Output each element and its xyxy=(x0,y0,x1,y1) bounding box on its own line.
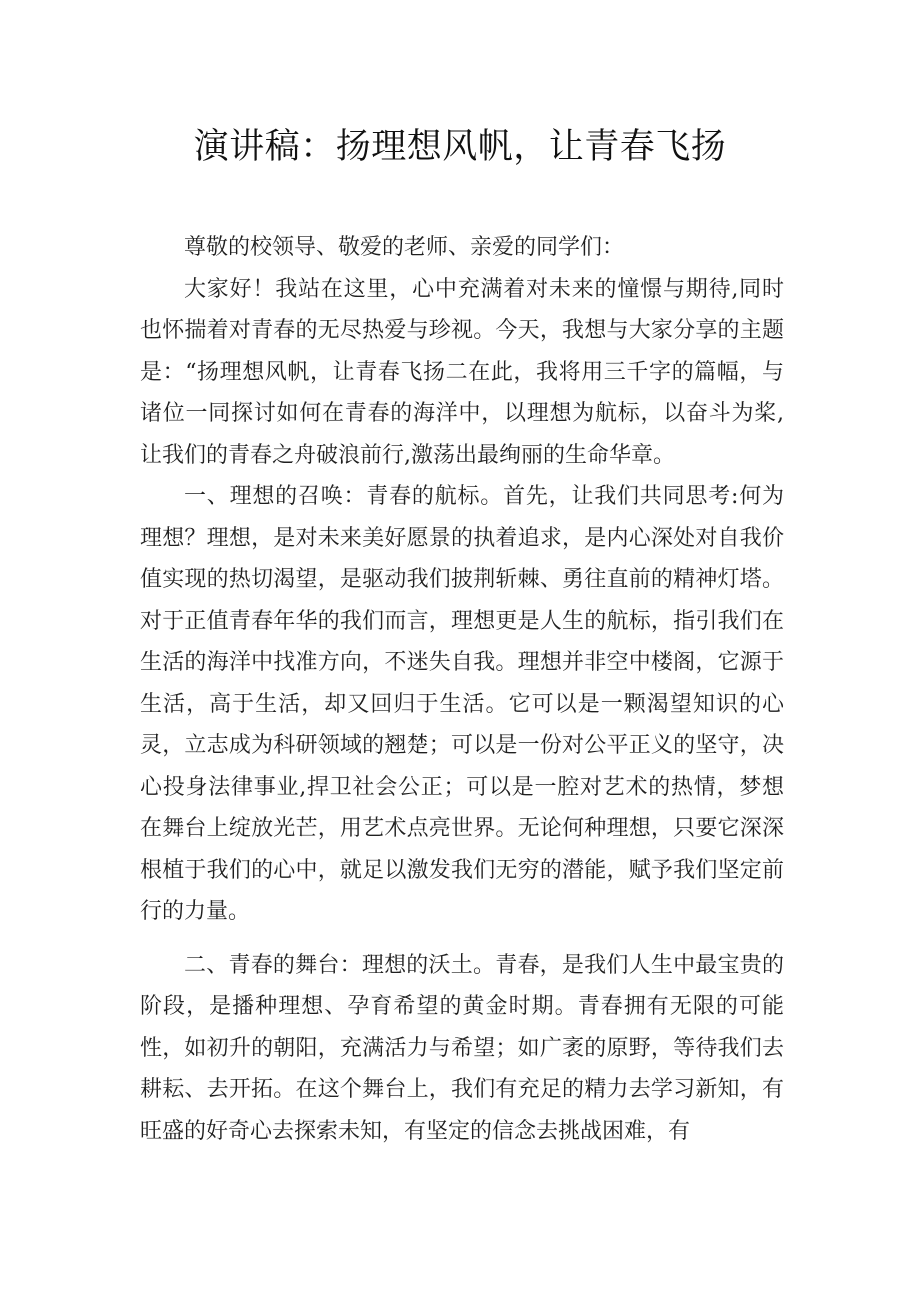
paragraph-section-two: 二、青春的舞台：理想的沃土。青春，是我们人生中最宝贵的阶段，是播种理想、孕育希望的黄金时期。青春拥有无限的可能性，如初升的朝阳，充满活力与希望；如广袤的原野，等待我们去耕耘、去开拓。在这个舞台上，我们有充足的精力去学习新知，有旺盛的好奇心去探索未知，有坚定的信念去挑战困难，有 xyxy=(140,952,784,1144)
paragraph-greeting: 大家好！我站在这里，心中充满着对未来的憧憬与期待,同时也怀揣着对青春的无尽热爱与珍视。今天，我想与大家分享的主题是：“扬理想风帆，让青春飞扬二在此，我将用三千字的篇幅，与诸位一同探讨如何在青春的海洋中，以理想为航标，以奋斗为桨,让我们的青春之舟破浪前行,激荡出最绚丽的生命华章。 xyxy=(140,276,784,468)
paragraph-salutation: 尊敬的校领导、敬爱的老师、亲爱的同学们： xyxy=(184,235,625,260)
document-title: 演讲稿：扬理想风帆，让青春飞扬 xyxy=(193,127,727,167)
document-body xyxy=(140,227,784,1152)
paragraph-section-one: 一、理想的召唤：青春的航标。首先，让我们共同思考:何为理想？理想，是对未来美好愿景的执着追求，是内心深处对自我价值实现的热切渴望，是驱动我们披荆斩棘、勇往直前的精神灯塔。对于正值青春年华的我们而言，理想更是人生的航标，指引我们在生活的海洋中找准方向，不迷失自我。理想并非空中楼阁，它源于生活，高于生活，却又回归于生活。它可以是一颗渴望知识的心灵，立志成为科研领域的翘楚；可以是一份对公平正义的坚守，决心投身法律事业,捍卫社会公正；可以是一腔对艺术的热情，梦想在舞台上绽放光芒，用艺术点亮世界。无论何种理想，只要它深深根植于我们的心中，就足以激发我们无穷的潜能，赋予我们坚定前行的力量。 xyxy=(140,484,784,924)
